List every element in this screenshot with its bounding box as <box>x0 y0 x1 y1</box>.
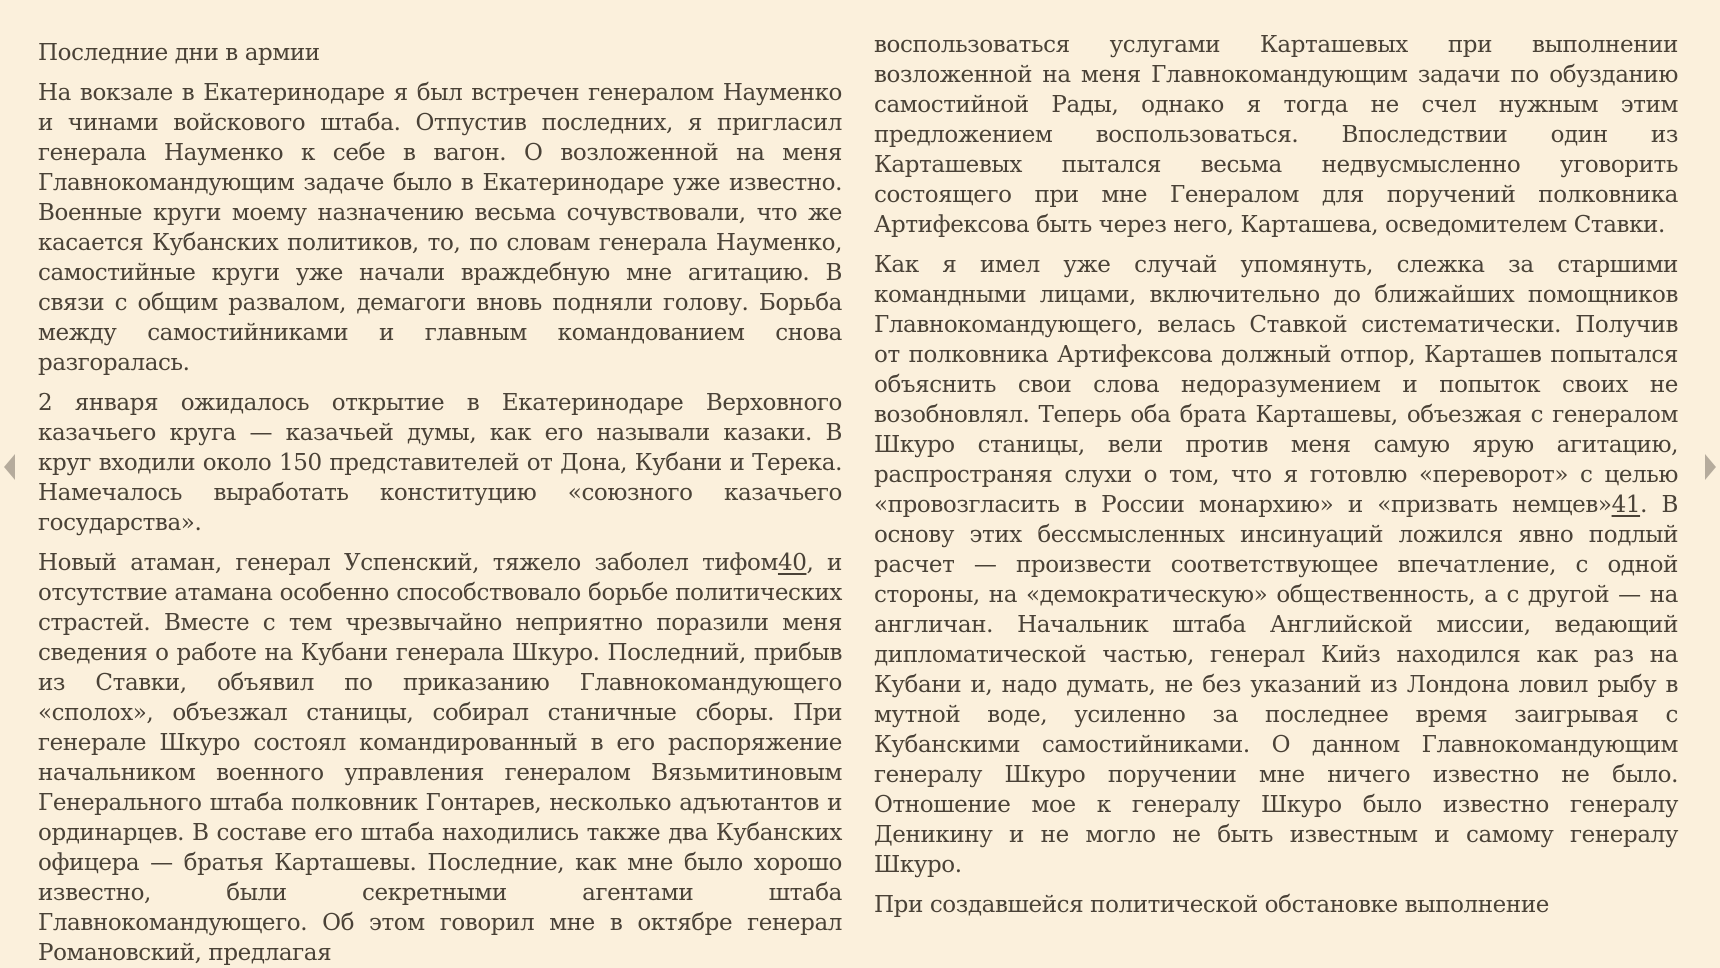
footnote-link-40[interactable]: 40 <box>777 550 807 576</box>
paragraph: На вокзале в Екатеринодаре я был встречен генералом Науменко и чинами войскового штаба. Отпустив последних, я пригласил генерала Науменко к себе в вагон. О возложенной на меня Главнокомандующим задаче было в Екатеринодаре уже известно. Военные круги моему назначению весьма сочувствовали, что же касается Кубанских политиков, то, по словам генерала Науменко, самостийные круги уже начали враждебную мне агитацию. В связи с общим развалом, демагоги вновь подняли голову. Борьба между самостийниками и главным командованием снова разгоралась. <box>38 80 842 376</box>
paragraph-text: , и отсутствие атамана особенно способствовало борьбе политических страстей. Вместе с тем чрезвычайно неприятно поразили меня сведения о работе на Кубани генерала Шкуро. Последний, прибыв из Ставки, объявил по приказанию Главнокомандующего «сполох», объезжал станицы, собирал станичные сборы. При генерале Шкуро состоял командированный в его распоряжение начальником военного управления генералом Вязьмитиновым Генерального штаба полковник Гонтарев, несколько адъютантов и ординарцев. В составе его штаба находились также два Кубанских офицера — братья Карташевы. Последние, как мне было хорошо известно, были секретными агентами штаба Главнокомандующего. Об этом говорил мне в октябре генерал Романовский, предлагая <box>38 550 842 966</box>
paragraph-text: . В основу этих бессмысленных инсинуаций ложился явно подлый расчет — произвести соответствующее впечатление, с одной стороны, на «демократическую» общественность, а с другой — на англичан. Начальник штаба Английской миссии, ведающий дипломатической частью, генерал Кийз находился как раз на Кубани и, надо думать, не без указаний из Лондона ловил рыбу в мутной воде, усиленно за последнее время заигрывая с Кубанскими самостийниками. О данном Главнокомандующим генералу Шкуро поручении мне ничего известно не было. Отношение мое к генералу Шкуро было известно генералу Деникину и не могло не быть известным и самому генералу Шкуро. <box>874 492 1679 878</box>
paragraph: При создавшейся политической обстановке выполнение <box>874 892 1549 918</box>
paragraph <box>874 250 1678 880</box>
previous-page-arrow-icon[interactable] <box>4 454 15 480</box>
book-page <box>38 30 1679 966</box>
right-column <box>874 30 1678 920</box>
paragraph: воспользоваться услугами Карташевых при выполнении возложенной на меня Главнокомандующим задачи по обузданию самостийной Рады, однако я тогда не счел нужным этим предложением воспользоваться. Впоследствии один из Карташевых пытался весьма недвусмысленно уговорить состоящего при мне Генералом для поручений полковника Артифексова быть через него, Карташева, осведомителем Ставки. <box>874 32 1678 238</box>
left-column <box>38 30 842 966</box>
paragraph-text: Как я имел уже случай упомянуть, слежка за старшими командными лицами, включительно до ближайших помощников Главнокомандующего, велась Ставкой систематически. Получив от полковника Артифексова должный отпор, Карташев попытался объяснить свои слова недоразумением и попыток своих не возобновлял. Теперь оба брата Карташевы, объезжая с генералом Шкуро станицы, вели против меня самую ярую агитацию, распространяя слухи о том, что я готовлю «переворот» с целью «провозгласить в России монархию» и «призвать немцев» <box>874 252 1678 518</box>
chapter-title: Последние дни в армии <box>38 40 320 66</box>
paragraph <box>38 548 842 968</box>
paragraph: 2 января ожидалось открытие в Екатеринодаре Верховного казачьего круга — казачьей думы, как его называли казаки. В круг входили около 150 представителей от Дона, Кубани и Терека. Намечалось выработать конституцию «союзного казачьего государства». <box>38 390 842 536</box>
next-page-arrow-icon[interactable] <box>1705 454 1716 480</box>
footnote-link-41[interactable]: 41 <box>1611 492 1641 518</box>
paragraph-text: Новый атаман, генерал Успенский, тяжело заболел тифом <box>38 550 778 576</box>
